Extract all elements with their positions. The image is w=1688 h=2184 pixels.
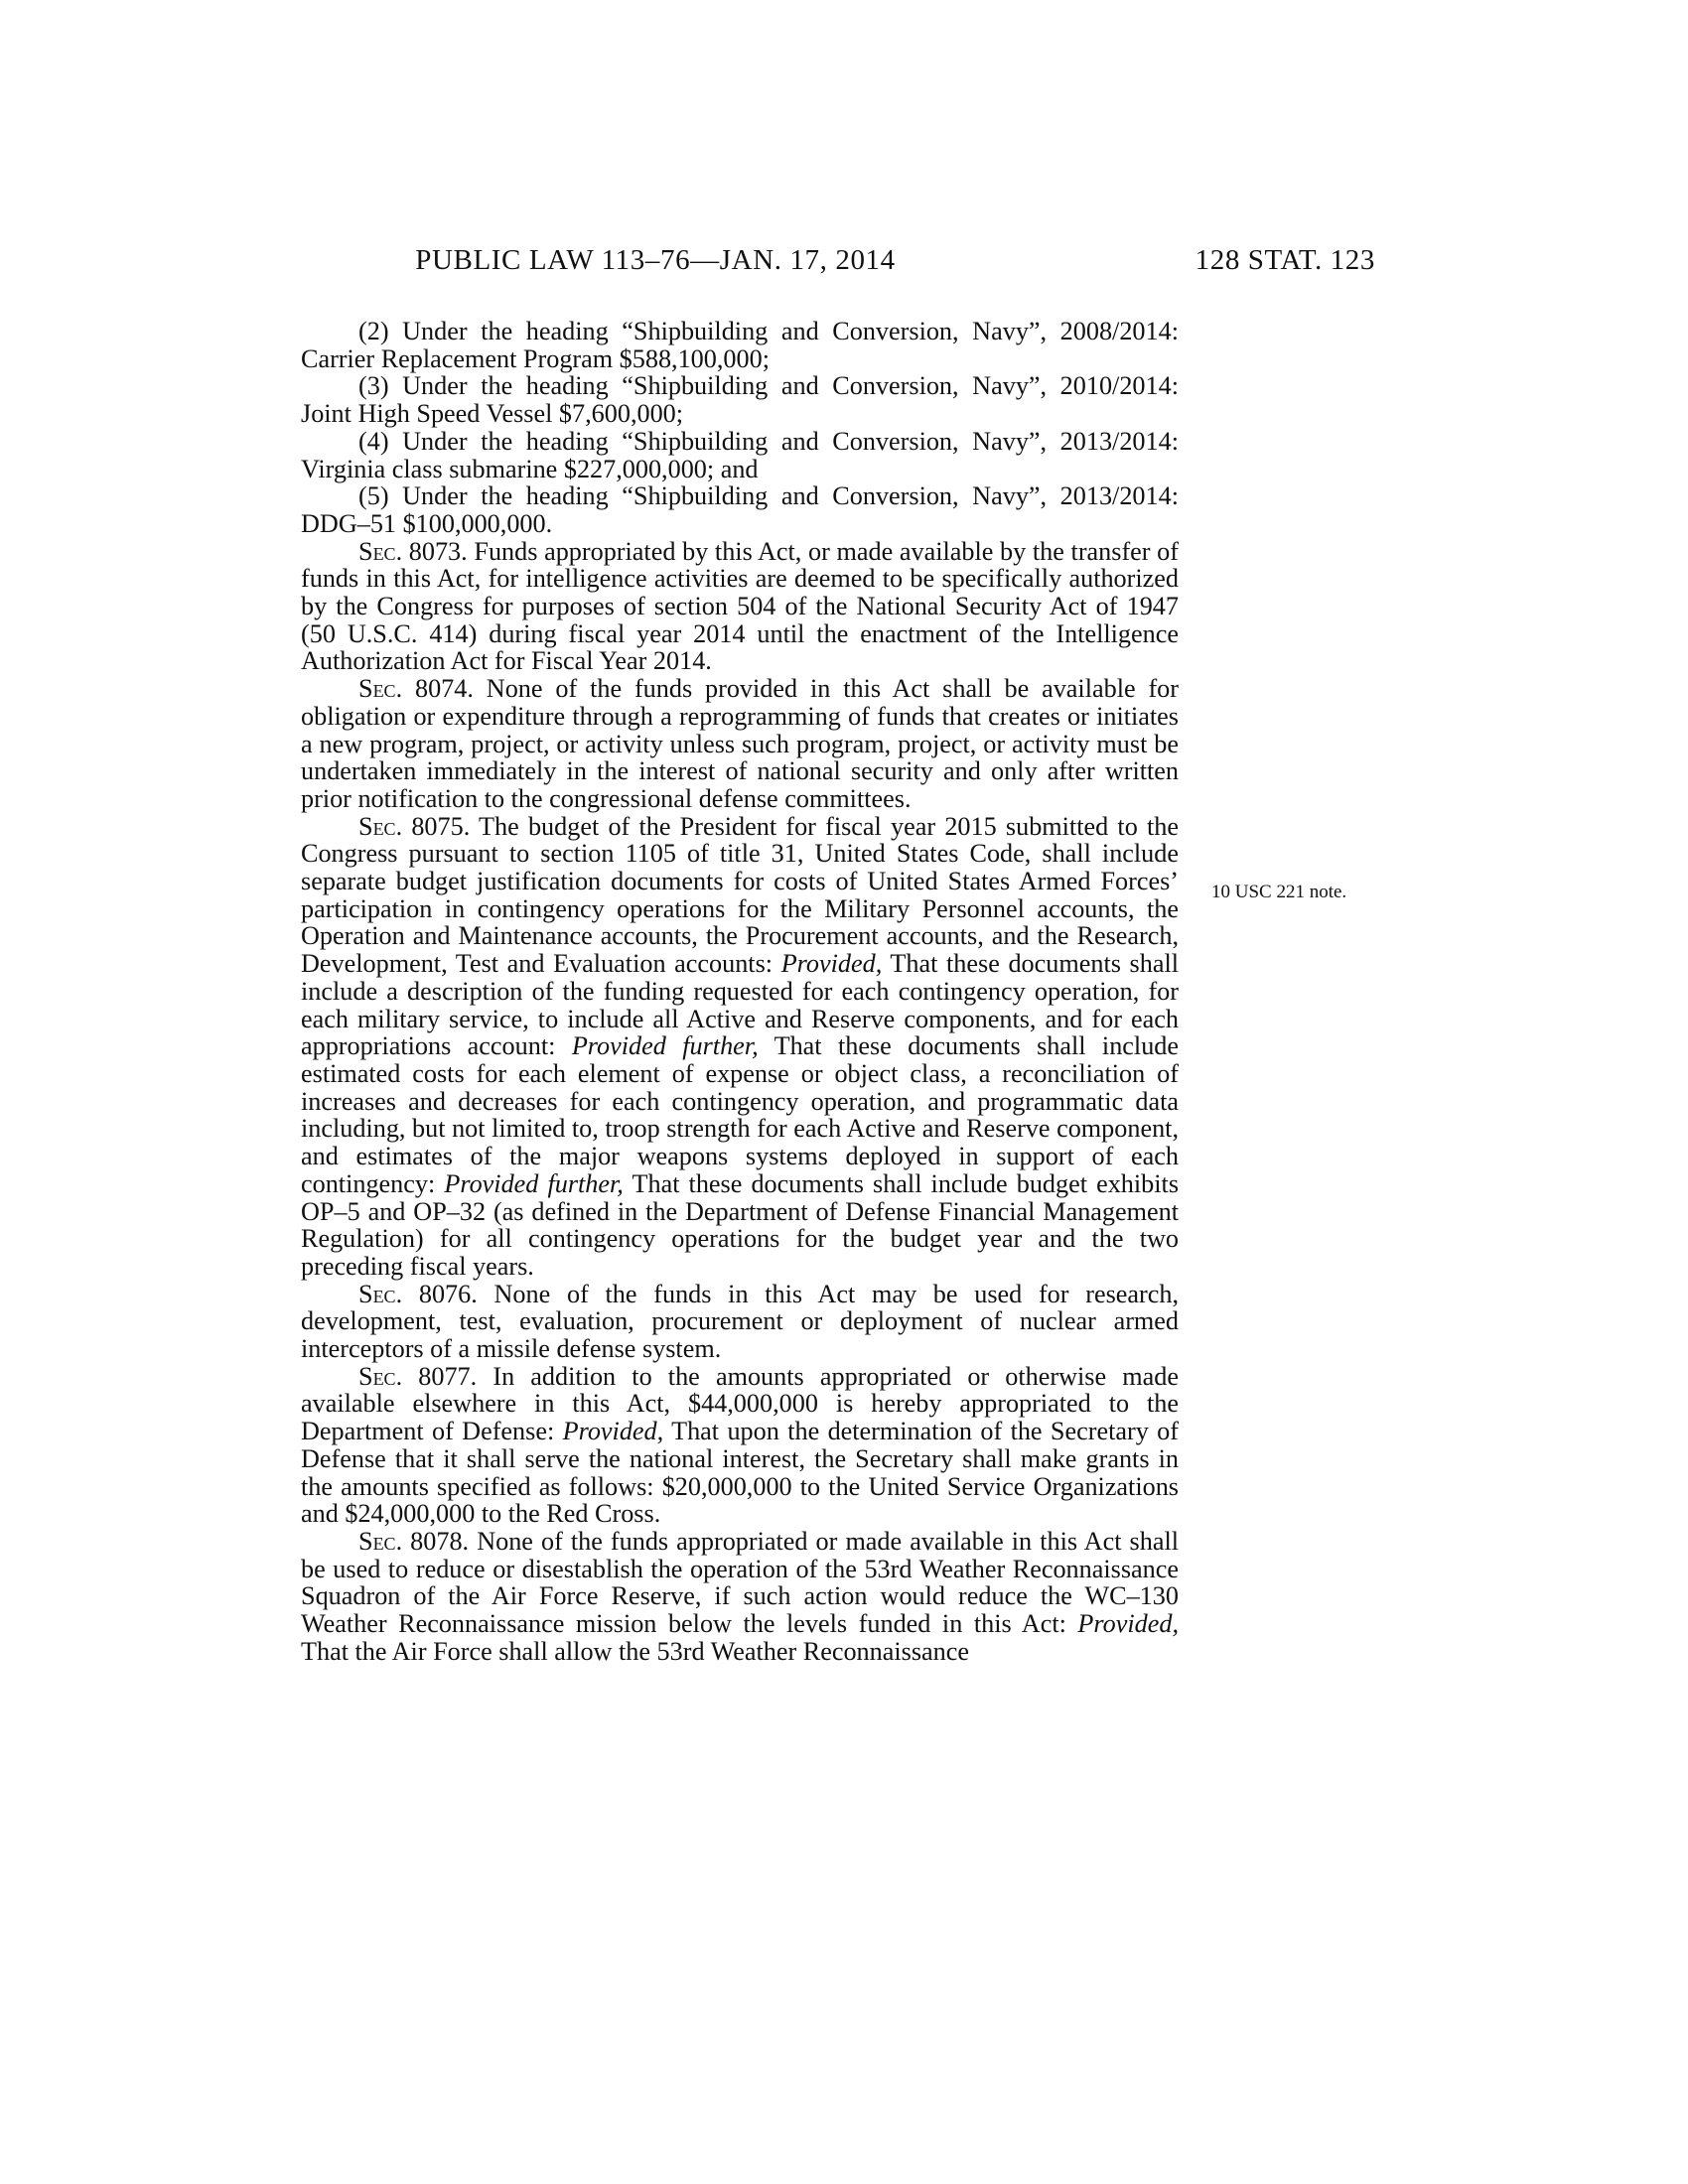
section-label: Sec. 8073.: [358, 536, 468, 566]
section-text: That the Air Force shall allow the 53rd Weather Reconnaissance: [301, 1636, 969, 1666]
section-text: In addition to the amounts appropriated or otherwise made available elsewhere in this Act, $44,000,000 is hereby appropriated to the Department of Defense:: [301, 1361, 1179, 1446]
document-body: [301, 318, 1179, 1665]
section-text: None of the funds in this Act may be used for research, development, test, evaluation, procurement or deployment of nuclear armed interceptors of a missile defense system.: [301, 1279, 1179, 1364]
section-text: That these documents shall include estimated costs for each element of expense or object class, a reconciliation of increases and decreases for each contingency operation, and programmatic data including, but not limited to, troop strength for each Active and Reserve component, and estimates of the major weapons systems deployed in support of each contingency:: [301, 1031, 1180, 1198]
proviso: Provided,: [780, 949, 883, 979]
section-label: Sec. 8078.: [358, 1526, 470, 1556]
section-text: That these documents shall include budget exhibits OP–5 and OP–32 (as defined in the Department of Defense Financial Management Regulation) for all contingency operations for the budget year and the two preceding fiscal years.: [301, 1168, 1180, 1281]
section-8078: [301, 1528, 1179, 1666]
section-text: The budget of the President for fiscal year 2015 submitted to the Congress pursuant to section 1105 of title 31, United States Code, shall include separate budget justification documents for costs of United States Armed Forces’ participation in contingency operations for the Military Personnel accounts, the Operation and Maintenance accounts, the Procurement accounts, and the Research, Development, Test and Evaluation accounts:: [301, 811, 1179, 979]
proviso: Provided,: [562, 1417, 664, 1446]
section-label: Sec. 8077.: [358, 1361, 478, 1391]
section-label: Sec. 8075.: [358, 811, 471, 841]
section-8073: [301, 538, 1179, 676]
running-title: PUBLIC LAW 113–76—JAN. 17, 2014: [415, 244, 896, 276]
section-8074: [301, 675, 1179, 813]
section-label: Sec. 8076.: [358, 1279, 478, 1308]
section-text: That these documents shall include a description of the funding requested for each contingency operation, for each military service, to include all Active and Reserve components, and for each appropriations account:: [301, 949, 1180, 1061]
page-header: [298, 244, 1375, 288]
section-text: That upon the determination of the Secretary of Defense that it shall serve the national interest, the Secretary shall make grants in the amounts specified as follows: $20,000,000 to the United Service Organizations and $24,000,000 to the Red Cross.: [301, 1417, 1179, 1529]
section-8077: [301, 1363, 1179, 1528]
paragraph-3: (3) Under the heading “Shipbuilding and Conversion, Navy”, 2010/2014: Joint High Speed Vessel $7,600,000;: [301, 371, 1179, 429]
section-8076: [301, 1281, 1179, 1363]
section-text: None of the funds provided in this Act shall be available for obligation or expenditure through a reprogramming of funds that creates or initiates a new program, project, or activity unless such program, project, or activity must be undertaken immediately in the interest of national security and only after written prior notification to the congressional defense committees.: [301, 674, 1179, 813]
margin-citation: 10 USC 221 note.: [1211, 882, 1347, 902]
paragraph-2: (2) Under the heading “Shipbuilding and Conversion, Navy”, 2008/2014: Carrier Replacement Program $588,100,000;: [301, 317, 1179, 373]
section-text: None of the funds appropriated or made available in this Act shall be used to reduce or disestablish the operation of the 53rd Weather Reconnaissance Squadron of the Air Force Reserve, if such action would reduce the WC–130 Weather Reconnaissance mission below the levels funded in this Act:: [301, 1526, 1180, 1639]
paragraph-5: (5) Under the heading “Shipbuilding and Conversion, Navy”, 2013/2014: DDG–51 $100,000,000.: [301, 481, 1179, 538]
proviso: Provided further,: [571, 1031, 759, 1061]
proviso: Provided,: [1077, 1609, 1179, 1639]
section-8075: [301, 813, 1179, 1281]
statute-page-number: 128 STAT. 123: [1195, 244, 1375, 276]
section-label: Sec. 8074.: [358, 674, 474, 704]
section-text: Funds appropriated by this Act, or made available by the transfer of funds in this Act, for intelligence activities are deemed to be specifically authorized by the Congress for purposes of section 504 of the National Security Act of 1947 (50 U.S.C. 414) during fiscal year 2014 until the enactment of the Intelligence Authorization Act for Fiscal Year 2014.: [301, 536, 1179, 676]
proviso: Provided further,: [444, 1168, 624, 1198]
paragraph-4: (4) Under the heading “Shipbuilding and Conversion, Navy”, 2013/2014: Virginia class submarine $227,000,000; and: [301, 426, 1179, 483]
